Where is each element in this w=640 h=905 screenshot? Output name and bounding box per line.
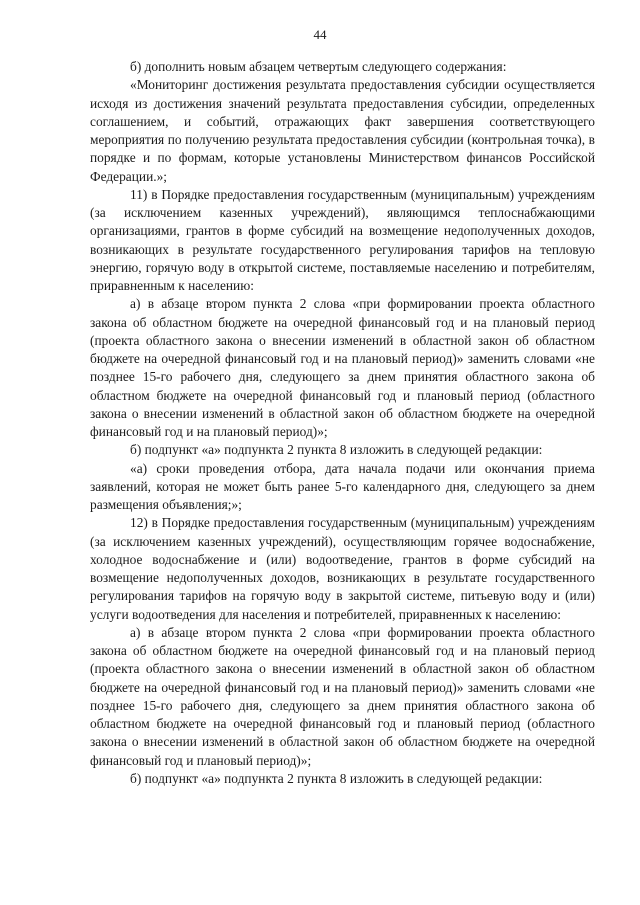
paragraph: «Мониторинг достижения результата предоставления субсидии осуществляется исходя из достижения значений результата предоставления субсидии, определенных соглашением, и событий, отражающих факт завершения соответствующего мероприятия по получению результата предоставления субсидии (контрольная точка), в порядке и по формам, которые установлены Министерством финансов Российской Федерации.»; xyxy=(90,77,595,184)
paragraph: б) дополнить новым абзацем четвертым следующего содержания: xyxy=(130,59,507,74)
paragraph: «а) сроки проведения отбора, дата начала подачи или окончания приема заявлений, которая не может быть ранее 5-го календарного дня, следующего за днем размещения объявления;»; xyxy=(90,460,595,512)
page-number: 44 xyxy=(313,27,327,42)
paragraph: а) в абзаце втором пункта 2 слова «при формировании проекта областного закона об областном бюджете на очередной финансовый год и на плановый период (проекта областного закона о внесении изменений в областной закон об областном бюджете на очередной финансовый год и на плановый период)» заменить словами «не позднее 15-го рабочего дня, следующего за днем принятия областного закона об областном бюджете на очередной финансовый год и плановый период (областного закона о внесении изменений в областной закон об областном бюджете на очередной финансовый год и плановый период)»; xyxy=(90,624,595,768)
paragraph: б) подпункт «а» подпункта 2 пункта 8 изложить в следующей редакции: xyxy=(130,442,543,458)
paragraph: 11) в Порядке предоставления государственным (муниципальным) учреждениям (за исключением казенных учреждений), являющимся теплоснабжающими организациями, грантов в форме субсидий на возмещение недополученных доходов, возникающих в результате государственного регулирования тарифов на тепловую энергию, горячую воду в открытой системе, поставляемые населению и потребителям, приравненным к населению: xyxy=(90,186,595,293)
paragraph: а) в абзаце втором пункта 2 слова «при формировании проекта областного закона об областном бюджете на очередной финансовый год и на плановый период (проекта областного закона о внесении изменений в областной закон об областном бюджете на очередной финансовый год и на плановый период)» заменить словами «не позднее 15-го рабочего дня, следующего за днем принятия областного закона об областном бюджете на очередной финансовый год и плановый период (областного закона о внесении изменений в областной закон об областном бюджете на очередной финансовый год и на плановый период)»; xyxy=(90,296,595,439)
document-body xyxy=(90,58,595,788)
paragraph: б) подпункт «а» подпункта 2 пункта 8 изложить в следующей редакции: xyxy=(130,770,543,786)
paragraph: 12) в Порядке предоставления государственным (муниципальным) учреждениям (за исключением казенных учреждений), осуществляющим горячее водоснабжение, холодное водоснабжение и (или) водоотведение, грантов в форме субсидий на возмещение недополученных доходов, возникающих в результате государственного регулирования тарифов на горячую воду в закрытой системе, питьевую воду и (или) услуги водоотведения для населения и потребителей, приравненных к населению: xyxy=(90,515,595,622)
